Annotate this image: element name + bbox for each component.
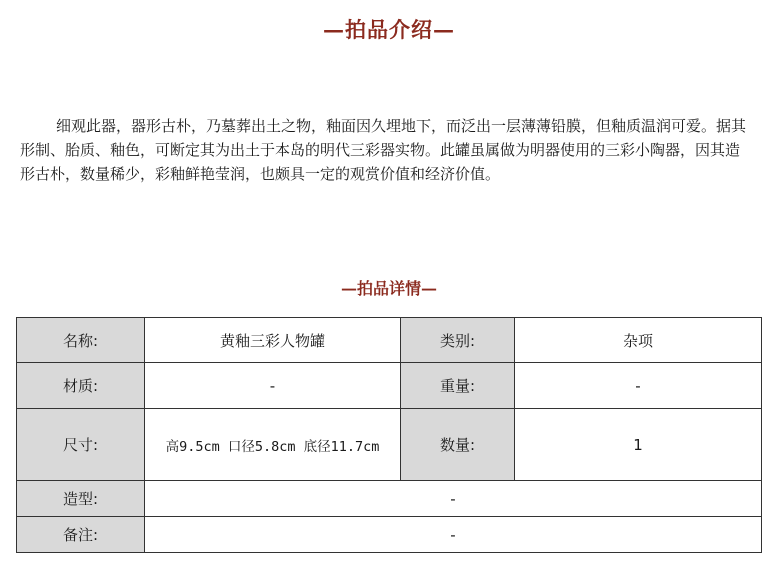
size-label: 尺寸: (17, 409, 145, 481)
material-label: 材质: (17, 363, 145, 409)
name-label: 名称: (17, 318, 145, 363)
details-table (16, 317, 762, 553)
category-label: 类别: (401, 318, 515, 363)
remark-value: - (145, 517, 762, 553)
category-value: 杂项 (515, 318, 762, 363)
weight-value: - (515, 363, 762, 409)
name-value: 黄釉三彩人物罐 (145, 318, 401, 363)
table-row (17, 318, 762, 363)
size-value: 高9.5cm 口径5.8cm 底径11.7cm (145, 409, 401, 481)
quantity-label: 数量: (401, 409, 515, 481)
table-row (17, 363, 762, 409)
intro-paragraph: 细观此器，器形古朴，乃墓葬出土之物，釉面因久埋地下，而泛出一层薄薄铅膜，但釉质温润可爱。据其形制、胎质、釉色，可断定其为出土于本岛的明代三彩器实物。此罐虽属做为明器使用的三彩小陶器，因其造形古朴，数量稀少，彩釉鲜艳莹润，也颇具一定的观赏价值和经济价值。 (20, 117, 747, 183)
intro-section-title: —拍品介绍— (323, 17, 455, 42)
weight-label: 重量: (401, 363, 515, 409)
shape-label: 造型: (17, 481, 145, 517)
table-row (17, 517, 762, 553)
details-section-title: —拍品详情— (340, 279, 437, 298)
shape-value: - (145, 481, 762, 517)
table-row (17, 409, 762, 481)
quantity-value: 1 (515, 409, 762, 481)
table-row (17, 481, 762, 517)
remark-label: 备注: (17, 517, 145, 553)
material-value: - (145, 363, 401, 409)
